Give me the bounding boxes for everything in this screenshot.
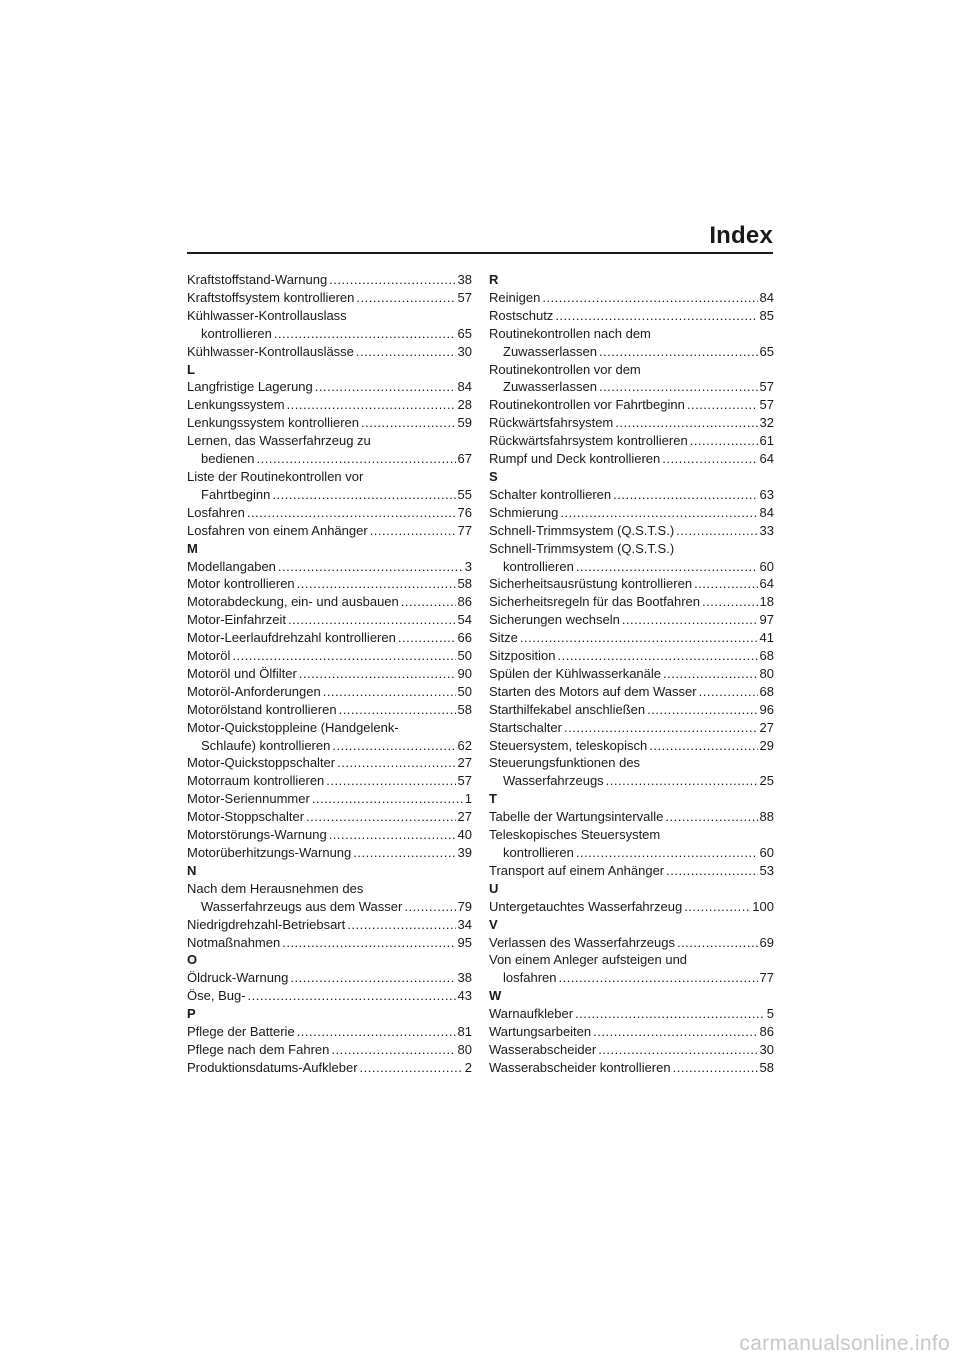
index-entry-term: Motor-Leerlaufdrehzahl kontrollieren: [187, 630, 396, 646]
index-entry-page: 90: [457, 665, 472, 681]
index-entry: [187, 772, 472, 790]
index-entry: [187, 504, 472, 522]
index-letter-heading: N: [187, 862, 197, 878]
index-entry-term: Kühlwasser-Kontrollauslässe: [187, 343, 354, 359]
index-entry: [489, 1059, 774, 1077]
index-entry-term: Motorraum kontrollieren: [187, 773, 325, 789]
index-entry: [187, 880, 472, 916]
index-entry-term-continued: Zuwasserlassen: [503, 343, 597, 359]
dot-leader: [272, 486, 455, 504]
dot-leader: [598, 1041, 757, 1059]
index-entry-page: 69: [759, 934, 774, 950]
dot-leader: [576, 844, 758, 862]
index-entry-page: 32: [759, 415, 774, 431]
index-entry: [187, 414, 472, 432]
dot-leader: [282, 934, 455, 952]
index-entry-term: Rumpf und Deck kontrollieren: [489, 451, 661, 467]
index-entry-term: Tabelle der Wartungsintervalle: [489, 809, 664, 825]
index-entry: [489, 593, 774, 611]
dot-leader: [615, 414, 757, 432]
index-entry: [489, 826, 774, 862]
index-entry: [489, 504, 774, 522]
dot-leader: [564, 719, 758, 737]
index-entry-term: Produktionsdatums-Aufkleber: [187, 1059, 358, 1075]
index-entry-term: Von einem Anleger aufsteigen und: [489, 952, 688, 968]
index-entry-page: 85: [759, 307, 774, 323]
index-entry-page: 54: [457, 612, 472, 628]
index-entry-term-continued: Wasserfahrzeugs aus dem Wasser: [201, 898, 403, 914]
index-entry-term: Starthilfekabel anschließen: [489, 701, 646, 717]
index-entry: [187, 1041, 472, 1059]
index-entry-page: 97: [759, 612, 774, 628]
index-entry-page: 3: [464, 558, 472, 574]
index-entry-page: 34: [457, 916, 472, 932]
index-letter-heading: W: [489, 988, 502, 1004]
page-title: Index: [709, 222, 773, 249]
index-entry-term-continued: Zuwasserlassen: [503, 379, 597, 395]
index-entry-page: 95: [457, 934, 472, 950]
index-entry-page: 38: [457, 272, 472, 287]
index-column-right: [489, 271, 774, 1077]
title-rule: [187, 252, 773, 254]
dot-leader: [649, 737, 757, 755]
dot-leader: [332, 737, 455, 755]
dot-leader: [356, 289, 455, 307]
index-entry-term: Untergetauchtes Wasserfahrzeug: [489, 898, 683, 914]
dot-leader: [699, 683, 758, 701]
index-entry-page: 86: [759, 1024, 774, 1040]
index-entry: [489, 486, 774, 504]
index-letter-heading: M: [187, 540, 198, 556]
index-entry-page: 18: [759, 594, 774, 610]
index-entry-term: Routinekontrollen vor Fahrtbeginn: [489, 397, 685, 413]
index-entry: [187, 271, 472, 289]
index-entry-term: Rostschutz: [489, 307, 554, 323]
index-entry-term: Routinekontrollen nach dem: [489, 325, 651, 341]
dot-leader: [575, 1005, 765, 1023]
index-entry-page: 81: [457, 1024, 472, 1040]
dot-leader: [299, 665, 456, 683]
index-entry: [489, 737, 774, 755]
index-letter-heading: U: [489, 880, 499, 896]
index-entry-page: 84: [759, 289, 774, 305]
index-entry-term: Rückwärtsfahrsystem: [489, 415, 614, 431]
index-entry: [187, 665, 472, 683]
index-entry: [187, 1023, 472, 1041]
dot-leader: [404, 898, 455, 916]
index-entry-page: 57: [457, 289, 472, 305]
index-entry: [489, 862, 774, 880]
index-entry: [187, 844, 472, 862]
dot-leader: [398, 629, 456, 647]
dot-leader: [593, 1023, 757, 1041]
index-entry-page: 40: [457, 827, 472, 843]
index-entry: [489, 683, 774, 701]
index-entry: [187, 558, 472, 576]
index-entry-term: Lernen, das Wasserfahrzeug zu: [187, 433, 371, 449]
dot-leader: [558, 969, 757, 987]
index-entry: [489, 701, 774, 719]
index-entry: [187, 916, 472, 934]
index-entry-term: Startschalter: [489, 719, 562, 735]
index-entry-page: 57: [457, 773, 472, 789]
index-letter-heading: S: [489, 468, 498, 484]
dot-leader: [401, 593, 456, 611]
index-entry-term: Pflege nach dem Fahren: [187, 1041, 330, 1057]
dot-leader: [599, 378, 758, 396]
index-column-left: [187, 271, 472, 1077]
index-entry-page: 62: [457, 737, 472, 753]
index-entry-page: 66: [457, 630, 472, 646]
index-entry-term: Schalter kontrollieren: [489, 486, 612, 502]
index-entry-term: Notmaßnahmen: [187, 934, 281, 950]
dot-leader: [684, 898, 750, 916]
dot-leader: [687, 396, 758, 414]
index-entry: [187, 289, 472, 307]
index-entry-term: Motoröl: [187, 648, 231, 664]
index-entry-page: 86: [457, 594, 472, 610]
index-entry-term: Motorabdeckung, ein- und ausbauen: [187, 594, 399, 610]
index-entry-term: Lenkungssystem kontrollieren: [187, 415, 359, 431]
dot-leader: [287, 396, 456, 414]
index-entry-page: 39: [457, 845, 472, 860]
index-entry-page: 57: [759, 397, 774, 413]
index-entry-term: Kraftstoffsystem kontrollieren: [187, 289, 355, 305]
index-entry-term: Langfristige Lagerung: [187, 379, 313, 395]
dot-leader: [662, 450, 757, 468]
dot-leader: [353, 844, 455, 862]
index-entry: [187, 754, 472, 772]
dot-leader: [576, 558, 758, 576]
index-entry-term: Losfahren von einem Anhänger: [187, 522, 368, 538]
dot-leader: [663, 665, 758, 683]
index-entry-term: Verlassen des Wasserfahrzeugs: [489, 934, 675, 950]
index-letter-heading: L: [187, 361, 195, 377]
dot-leader: [347, 916, 455, 934]
index-entry-page: 5: [766, 1006, 774, 1022]
index-entry-term: Niedrigdrehzahl-Betriebsart: [187, 916, 346, 932]
index-entry-term-continued: kontrollieren: [503, 845, 574, 860]
index-entry-page: 64: [759, 576, 774, 592]
index-entry: [187, 343, 472, 361]
index-entry: [489, 934, 774, 952]
dot-leader: [557, 647, 757, 665]
index-entry-term: Motoröl-Anforderungen: [187, 683, 321, 699]
index-entry-page: 38: [457, 970, 472, 986]
index-entry-page: 57: [759, 379, 774, 395]
dot-leader: [326, 772, 455, 790]
index-entry: [489, 396, 774, 414]
index-entry-term: Transport auf einem Anhänger: [489, 862, 665, 878]
index-entry-term: Motorölstand kontrollieren: [187, 701, 337, 717]
dot-leader: [613, 486, 757, 504]
dot-leader: [690, 432, 758, 450]
index-entry-term: Öse, Bug-: [187, 988, 246, 1004]
index-entry-page: 100: [752, 898, 774, 914]
index-entry: [489, 1023, 774, 1041]
index-entry-page: 29: [759, 737, 774, 753]
index-entry-page: 84: [759, 504, 774, 520]
index-entry-term: Pflege der Batterie: [187, 1024, 295, 1040]
index-entry-term: Öldruck-Warnung: [187, 970, 289, 986]
index-entry-term: Sicherheitsausrüstung kontrollieren: [489, 576, 693, 592]
index-entry: [489, 414, 774, 432]
index-entry-term: Modellangaben: [187, 558, 276, 574]
index-entry-term: Wasserabscheider: [489, 1041, 597, 1057]
dot-leader: [361, 414, 456, 432]
index-entry-page: 27: [457, 755, 472, 771]
index-entry-page: 80: [457, 1041, 472, 1057]
index-entry-page: 30: [457, 343, 472, 359]
dot-leader: [278, 558, 463, 576]
watermark: carmanualsonline.info: [739, 1332, 950, 1355]
index-entry: [187, 611, 472, 629]
index-entry: [187, 701, 472, 719]
index-entry-page: 59: [457, 415, 472, 431]
dot-leader: [232, 647, 455, 665]
index-entry-term: Steuersystem, teleskopisch: [489, 737, 648, 753]
index-entry-page: 68: [759, 648, 774, 664]
index-entry-page: 2: [464, 1059, 472, 1075]
index-entry: [489, 629, 774, 647]
dot-leader: [622, 611, 758, 629]
index-entry-page: 30: [759, 1041, 774, 1057]
index-entry: [489, 289, 774, 307]
index-entry: [489, 898, 774, 916]
dot-leader: [606, 772, 758, 790]
index-entry: [489, 665, 774, 683]
index-entry: [187, 575, 472, 593]
index-entry: [187, 969, 472, 987]
index-entry-term: Sicherheitsregeln für das Bootfahren: [489, 594, 701, 610]
index-entry: [187, 826, 472, 844]
index-entry-term: Schmierung: [489, 504, 559, 520]
dot-leader: [702, 593, 758, 611]
index-entry-page: 65: [457, 325, 472, 341]
index-entry-term: Starten des Motors auf dem Wasser: [489, 683, 697, 699]
index-entry: [489, 808, 774, 826]
index-entry-page: 27: [759, 719, 774, 735]
dot-leader: [257, 450, 456, 468]
dot-leader: [329, 271, 455, 289]
index-letter-heading: T: [489, 791, 497, 807]
index-entry-page: 77: [759, 970, 774, 986]
dot-leader: [297, 1023, 456, 1041]
dot-leader: [676, 522, 757, 540]
index-entry-page: 60: [759, 558, 774, 574]
index-entry: [187, 647, 472, 665]
index-entry-page: 80: [759, 665, 774, 681]
index-entry-page: 43: [457, 988, 472, 1004]
index-entry-term: Steuerungsfunktionen des: [489, 755, 641, 771]
index-entry-term-continued: kontrollieren: [503, 558, 574, 574]
index-entry-page: 50: [457, 683, 472, 699]
dot-leader: [312, 790, 463, 808]
dot-leader: [331, 1041, 455, 1059]
index-entry: [489, 719, 774, 737]
index-entry: [187, 378, 472, 396]
index-entry: [489, 450, 774, 468]
index-entry-term: Wasserabscheider kontrollieren: [489, 1059, 671, 1075]
index-entry-page: 88: [759, 809, 774, 825]
index-entry-term: Motor-Quickstoppschalter: [187, 755, 336, 771]
index-entry: [489, 1005, 774, 1023]
index-entry: [489, 754, 774, 790]
index-entry-page: 41: [759, 630, 774, 646]
index-entry-page: 58: [457, 576, 472, 592]
index-entry-term: Motor kontrollieren: [187, 576, 295, 592]
dot-leader: [520, 629, 758, 647]
index-entry: [187, 307, 472, 343]
index-entry-page: 1: [464, 791, 472, 807]
dot-leader: [560, 504, 757, 522]
dot-leader: [247, 504, 456, 522]
index-entry-page: 58: [759, 1059, 774, 1075]
dot-leader: [666, 862, 757, 880]
index-entry-term: Schnell-Trimmsystem (Q.S.T.S.): [489, 540, 675, 556]
dot-leader: [339, 701, 456, 719]
index-entry-term: Routinekontrollen vor dem: [489, 361, 641, 377]
dot-leader: [647, 701, 757, 719]
index-entry-term: Kühlwasser-Kontrollauslass: [187, 307, 347, 323]
index-entry-term: Spülen der Kühlwasserkanäle: [489, 665, 661, 681]
index-entry: [187, 593, 472, 611]
index-entry: [489, 1041, 774, 1059]
index-entry: [489, 307, 774, 325]
dot-leader: [248, 987, 456, 1005]
dot-leader: [290, 969, 455, 987]
index-entry: [187, 790, 472, 808]
dot-leader: [665, 808, 757, 826]
index-entry-term: Rückwärtsfahrsystem kontrollieren: [489, 433, 688, 449]
dot-leader: [542, 289, 757, 307]
dot-leader: [315, 378, 456, 396]
index-entry-page: 61: [759, 433, 774, 449]
index-entry: [187, 432, 472, 468]
dot-leader: [274, 325, 456, 343]
index-entry-page: 63: [759, 486, 774, 502]
dot-leader: [297, 575, 456, 593]
index-entry: [187, 683, 472, 701]
index-entry-page: 25: [759, 773, 774, 789]
dot-leader: [673, 1059, 758, 1077]
index-entry-page: 58: [457, 701, 472, 717]
index-entry-term: Motor-Stoppschalter: [187, 809, 305, 825]
dot-leader: [337, 754, 455, 772]
index-entry-page: 65: [759, 343, 774, 359]
index-entry-term: Liste der Routinekontrollen vor: [187, 468, 364, 484]
index-entry-term: Motorüberhitzungs-Warnung: [187, 845, 352, 860]
dot-leader: [306, 808, 455, 826]
index-entry-page: 27: [457, 809, 472, 825]
index-entry-page: 33: [759, 522, 774, 538]
index-entry-term-continued: losfahren: [503, 970, 557, 986]
dot-leader: [599, 343, 758, 361]
index-entry: [187, 522, 472, 540]
index-letter-heading: V: [489, 916, 498, 932]
index-entry: [187, 468, 472, 504]
index-entry-term: Motor-Seriennummer: [187, 791, 310, 807]
dot-leader: [288, 611, 456, 629]
index-entry-term: Motor-Quickstoppleine (Handgelenk-: [187, 719, 399, 735]
index-entry-term-continued: Fahrtbeginn: [201, 486, 271, 502]
dot-leader: [323, 683, 456, 701]
index-entry: [187, 719, 472, 755]
index-entry: [187, 629, 472, 647]
index-entry-term: Motorstörungs-Warnung: [187, 827, 327, 843]
index-entry: [489, 611, 774, 629]
index-entry: [187, 1059, 472, 1077]
index-entry-term: Reinigen: [489, 289, 541, 305]
index-entry-page: 55: [457, 486, 472, 502]
index-entry-term: Warnaufkleber: [489, 1006, 574, 1022]
index-entry-page: 96: [759, 701, 774, 717]
index-entry: [489, 361, 774, 397]
index-entry-term-continued: bedienen: [201, 451, 255, 467]
index-entry: [489, 522, 774, 540]
index-entry: [489, 432, 774, 450]
index-entry-term: Schnell-Trimmsystem (Q.S.T.S.): [489, 522, 675, 538]
index-entry-page: 64: [759, 451, 774, 467]
index-entry: [187, 396, 472, 414]
dot-leader: [360, 1059, 463, 1077]
index-entry-page: 53: [759, 862, 774, 878]
index-entry: [187, 987, 472, 1005]
index-letter-heading: O: [187, 952, 198, 968]
dot-leader: [370, 522, 456, 540]
index-entry-page: 60: [759, 845, 774, 860]
index-entry-page: 50: [457, 648, 472, 664]
index-entry-term: Motoröl und Ölfilter: [187, 665, 297, 681]
index-entry-page: 79: [457, 898, 472, 914]
index-entry-page: 84: [457, 379, 472, 395]
index-entry: [489, 325, 774, 361]
index-entry-term: Motor-Einfahrzeit: [187, 612, 286, 628]
index-entry-term: Kraftstoffstand-Warnung: [187, 272, 328, 287]
dot-leader: [677, 934, 758, 952]
index-entry-page: 76: [457, 504, 472, 520]
index-entry: [489, 575, 774, 593]
dot-leader: [555, 307, 757, 325]
index-entry: [489, 540, 774, 576]
dot-leader: [329, 826, 456, 844]
index-entry: [489, 951, 774, 987]
index-letter-heading: P: [187, 1006, 196, 1022]
index-entry: [489, 647, 774, 665]
index-entry-page: 68: [759, 683, 774, 699]
index-letter-heading: R: [489, 272, 499, 287]
dot-leader: [694, 575, 757, 593]
index-entry-term-continued: Schlaufe) kontrollieren: [201, 737, 331, 753]
index-entry-term: Losfahren: [187, 504, 245, 520]
index-entry-term: Nach dem Herausnehmen des: [187, 880, 364, 896]
index-entry-term: Lenkungssystem: [187, 397, 285, 413]
index-entry: [187, 808, 472, 826]
index-entry-term-continued: Wasserfahrzeugs: [503, 773, 604, 789]
index-entry: [187, 934, 472, 952]
index-entry-term: Sitzposition: [489, 648, 556, 664]
index-entry-term: Sicherungen wechseln: [489, 612, 620, 628]
index-entry-term: Teleskopisches Steuersystem: [489, 827, 661, 843]
dot-leader: [356, 343, 456, 361]
index-entry-page: 77: [457, 522, 472, 538]
index-entry-page: 67: [457, 451, 472, 467]
index-entry-term: Sitze: [489, 630, 518, 646]
index-entry-page: 28: [457, 397, 472, 413]
index-entry-term: Wartungsarbeiten: [489, 1024, 592, 1040]
index-entry-term-continued: kontrollieren: [201, 325, 272, 341]
